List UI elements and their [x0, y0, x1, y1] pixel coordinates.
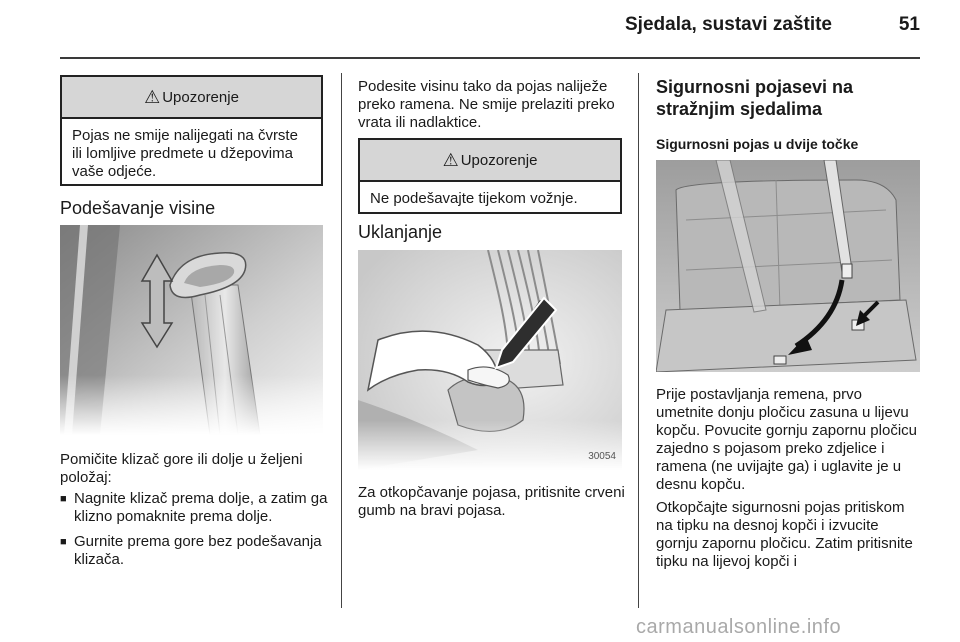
warning-header: [62, 77, 321, 119]
section-heading-rear-belts: Sigurnosni pojasevi na stražnjim sjedalima: [656, 77, 854, 119]
page-title: Sjedala, sustavi zaštite: [625, 14, 832, 35]
warning-box-1: [60, 75, 323, 186]
column-divider-2: [638, 73, 639, 608]
bullet-icon: ■: [60, 536, 67, 548]
rear-belt-paragraph-2: Otkopčajte sigurnosni pojas pritiskom na tipku na desnoj kopči i izvucite gornju zapornu pločicu. Zatim pritisnite tipku na lijevoj kopči i: [656, 499, 913, 570]
bullet-icon: ■: [60, 493, 67, 505]
height-adjuster-illustration: [60, 225, 323, 435]
list-item: [60, 533, 338, 569]
header-divider: [60, 57, 920, 59]
height-adjustment-intro: Pomičite klizač gore ili dolje u željeni položaj:: [60, 451, 303, 486]
rear-belt-paragraph-1: Prije postavljanja remena, prvo umetnite donju pločicu zasuna u lijevu kopču. Povucite gornju zapornu pločicu zajedno s pojasom preko zdjelice i ramena (ne uvijajte ga) i uglavite je u desnu kopču.: [656, 386, 917, 493]
rear-seat-belt-illustration: [656, 160, 920, 372]
removal-text: Za otkopčavanje pojasa, pritisnite crveni gumb na bravi pojasa.: [358, 484, 625, 519]
list-item-text: Nagnite klizač prema dolje, a zatim ga klizno pomaknite prema dolje.: [74, 490, 328, 525]
warning-text: Ne podešavajte tijekom vožnje.: [370, 190, 578, 207]
subheading-two-point-belt: Sigurnosni pojas u dvije točke: [656, 136, 859, 152]
warning-triangle-icon: ⚠: [442, 149, 459, 170]
warning-box-2: [358, 138, 622, 214]
section-heading-height-adjustment: Podešavanje visine: [60, 198, 216, 218]
figure-number: 30054: [588, 451, 616, 462]
column-divider-1: [341, 73, 342, 608]
section-heading-removal: Uklanjanje: [358, 222, 443, 242]
list-item-text: Gurnite prema gore bez podešavanja klizača.: [74, 533, 322, 568]
warning-triangle-icon: ⚠: [144, 86, 161, 107]
warning-label: Upozorenje: [460, 151, 538, 169]
height-adjustment-note: Podesite visinu tako da pojas naliježe preko ramena. Ne smije prelaziti preko vrata ili nadlaktice.: [358, 78, 615, 131]
page-number: 51: [898, 14, 920, 35]
warning-label: Upozorenje: [162, 88, 239, 106]
list-item: [60, 490, 338, 526]
warning-header: [360, 140, 620, 182]
buckle-release-illustration: [358, 250, 622, 470]
warning-text: Pojas ne smije nalijegati na čvrste ili lomljive predmete u džepovima vaše odjeće.: [72, 127, 298, 180]
watermark: carmanualsonline.info: [636, 616, 842, 638]
